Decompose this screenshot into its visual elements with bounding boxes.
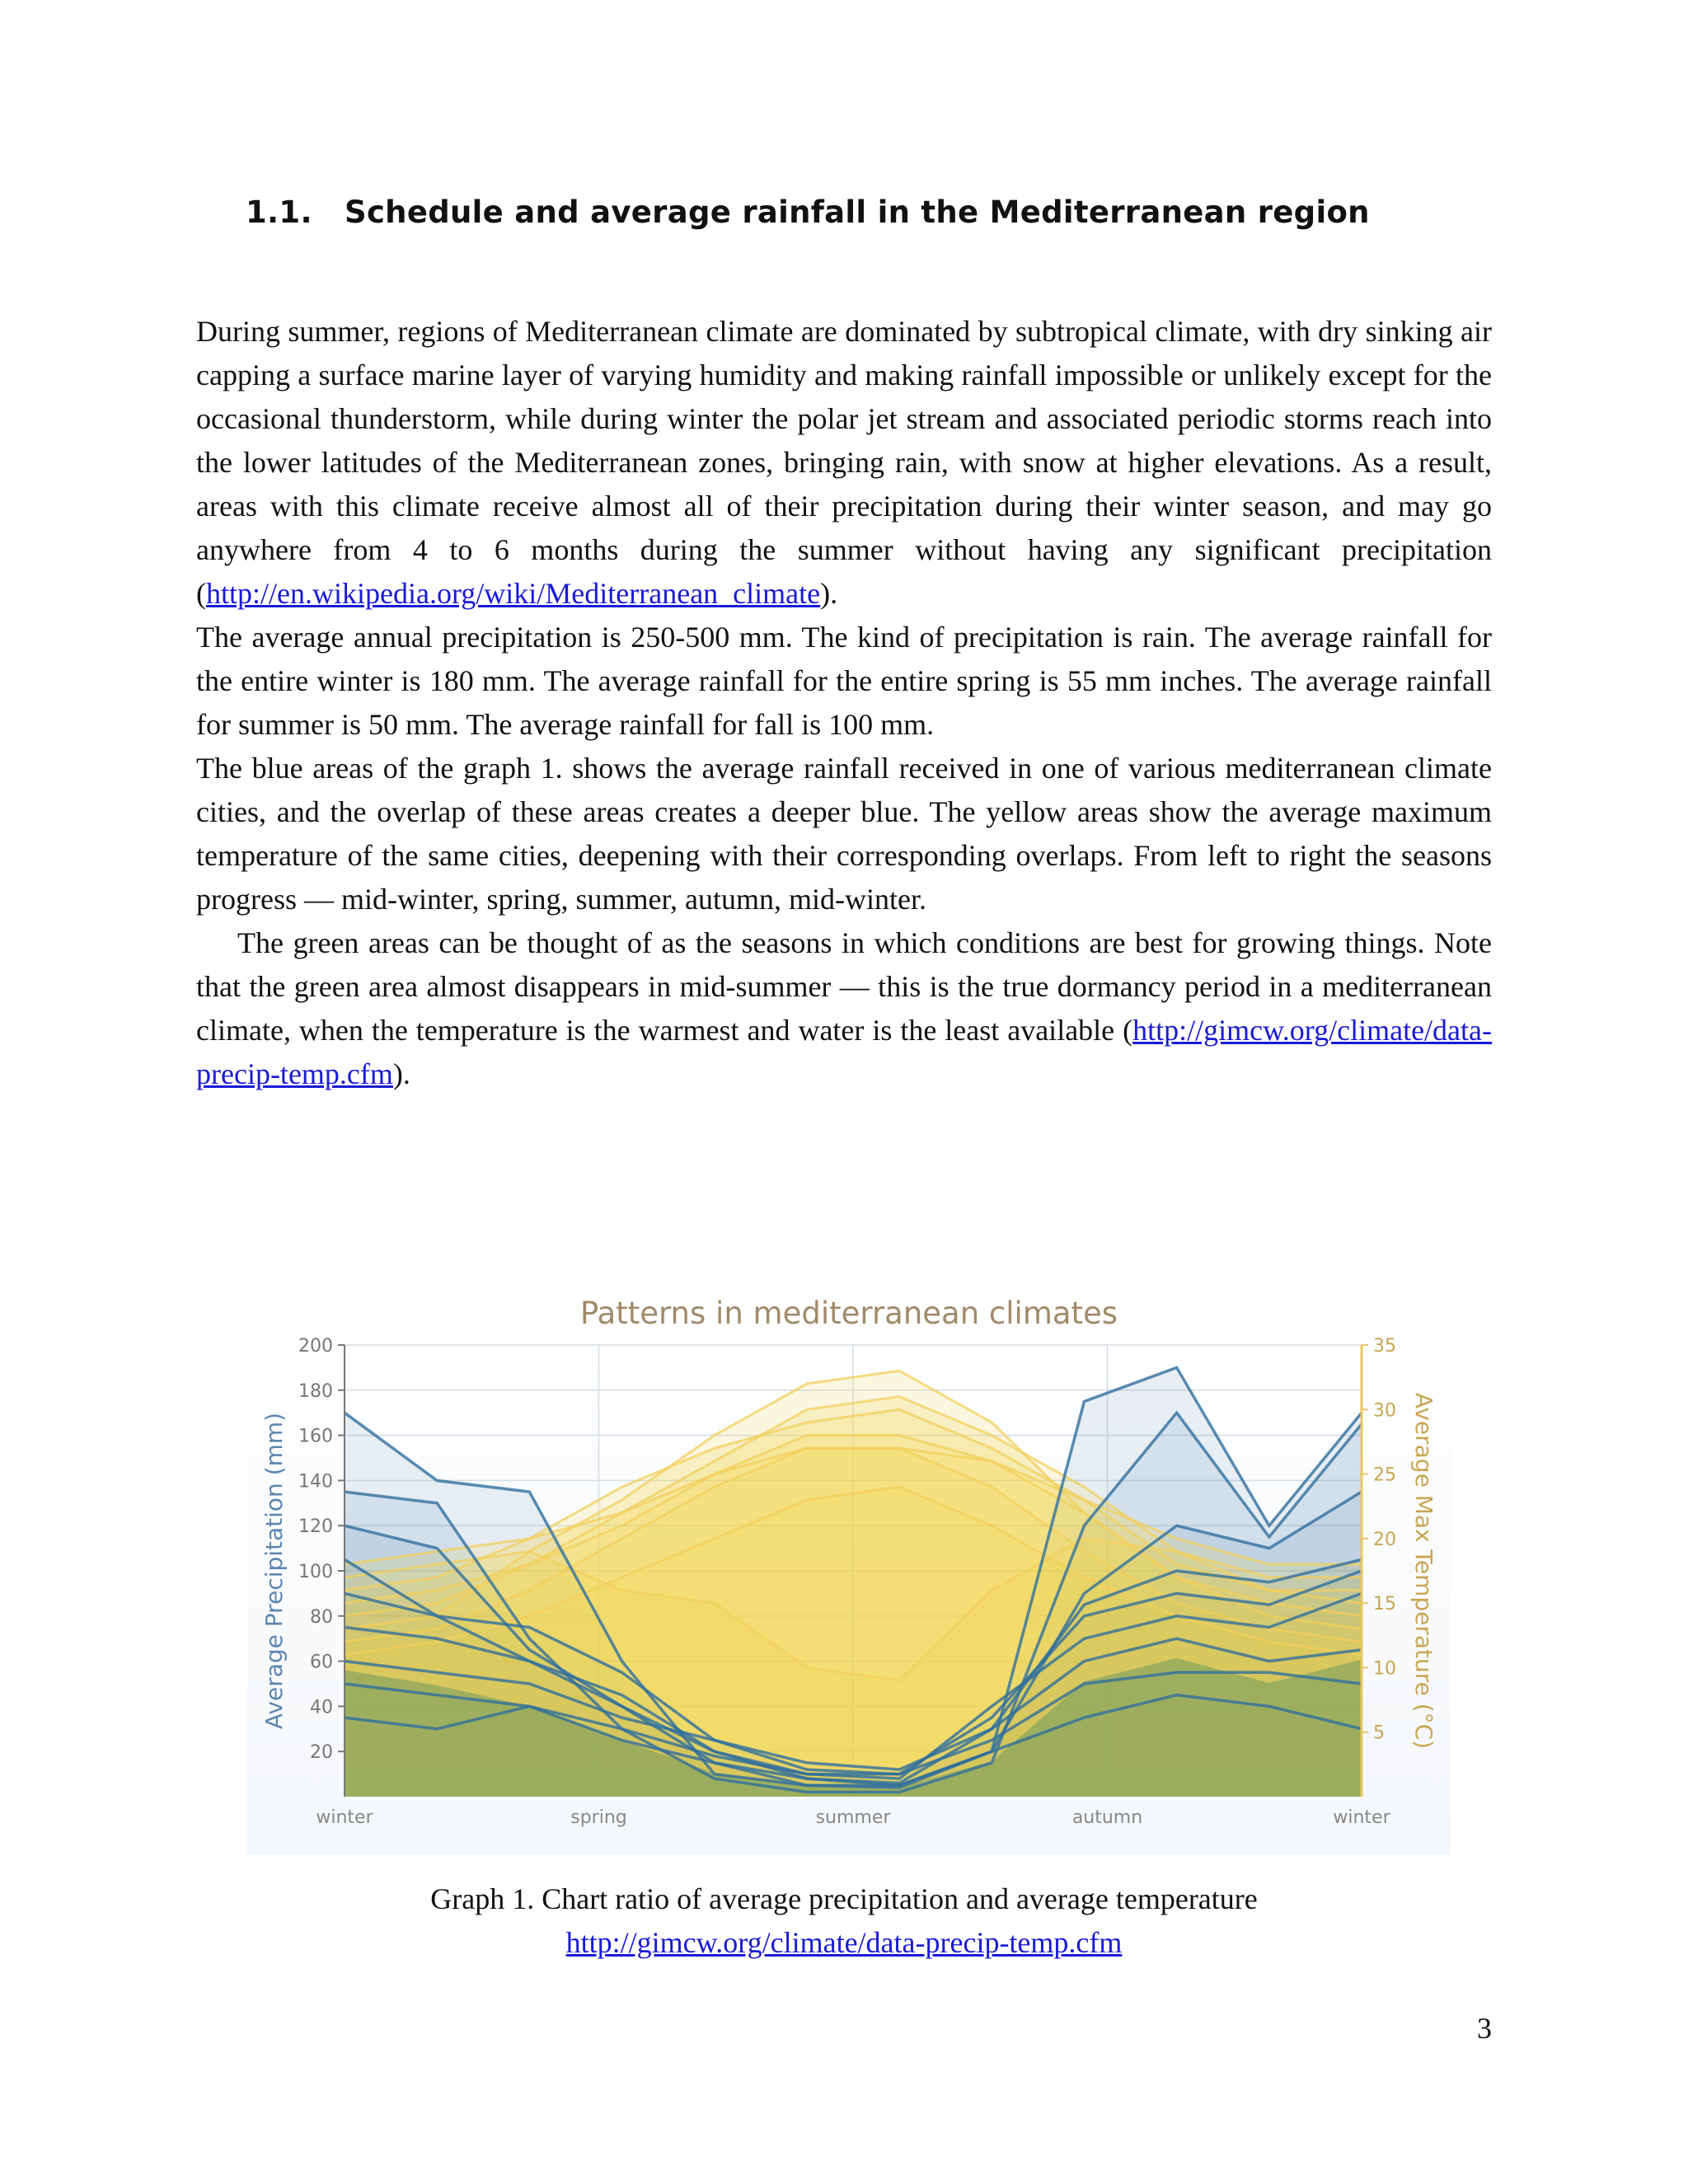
y2-axis-label: Average Max Temperature (°C) xyxy=(1410,1392,1437,1750)
x-tick-label: winter xyxy=(316,1807,373,1828)
paragraph-4-text: The green areas can be thought of as the seasons in which conditions are best for growing things. Note that the green area almost disappears in mid-summer — this is the true dormancy period in a mediterranean climate, when the temperature is the warmest and water is the least available ( xyxy=(196,926,1492,1047)
paragraph-1 xyxy=(196,310,1492,616)
y2-tick-label: 30 xyxy=(1373,1400,1396,1422)
y-tick-label: 60 xyxy=(310,1652,333,1673)
y2-tick-label: 10 xyxy=(1373,1658,1396,1680)
y-tick-label: 40 xyxy=(310,1697,333,1718)
section-heading xyxy=(246,194,1482,230)
x-tick-label: autumn xyxy=(1071,1807,1143,1828)
body-text xyxy=(196,310,1492,1096)
caption-text: Graph 1. Chart ratio of average precipitation and average temperature xyxy=(430,1882,1258,1915)
x-tick-label: spring xyxy=(570,1807,627,1828)
y-tick-label: 80 xyxy=(310,1606,333,1628)
y-tick-label: 120 xyxy=(298,1516,333,1538)
y-tick-label: 100 xyxy=(298,1562,333,1582)
x-tick-label: winter xyxy=(1333,1807,1390,1828)
y-axis-label: Average Precipitation (mm) xyxy=(260,1412,288,1730)
page-number: 3 xyxy=(1477,2012,1492,2045)
paragraph-2: The average annual precipitation is 250-500 mm. The kind of precipitation is rain. The average rainfall for the entire winter is 180 mm. The average rainfall for the entire spring is 55 mm inches. The average rainfall for summer is 50 mm. The average rainfall for fall is 100 mm. xyxy=(196,621,1492,741)
wikipedia-link[interactable]: http://en.wikipedia.org/wiki/Mediterranean_climate xyxy=(206,577,821,610)
paragraph-1-text: During summer, regions of Mediterranean climate are dominated by subtropical climate, with dry sinking air capping a surface marine layer of varying humidity and making rainfall impossible or unlikely except for the occasional thunderstorm, while during winter the polar jet stream and associated periodic storms reach into the lower latitudes of the Mediterranean zones, bringing rain, with snow at higher elevations. As a result, areas with this climate receive almost all of their precipitation during their winter season, and may go anywhere from 4 to 6 months during the summer without having any significant precipitation ( xyxy=(196,315,1492,610)
paragraph-1-end: ). xyxy=(820,577,838,610)
y-tick-label: 140 xyxy=(298,1471,333,1493)
x-tick-label: summer xyxy=(815,1807,891,1828)
y-tick-label: 160 xyxy=(298,1426,333,1447)
gimcw-link[interactable]: http://gimcw.org/climate/data-precip-temp.cfm xyxy=(196,1014,1492,1090)
y-tick-label: 180 xyxy=(298,1380,333,1402)
section-title: Schedule and average rainfall in the Mediterranean region xyxy=(345,194,1370,230)
chart-title: Patterns in mediterranean climates xyxy=(579,1296,1118,1331)
y2-tick-label: 35 xyxy=(1373,1336,1396,1357)
y2-tick-label: 20 xyxy=(1373,1529,1396,1550)
y2-tick-label: 15 xyxy=(1373,1594,1396,1615)
y2-tick-label: 5 xyxy=(1373,1722,1385,1744)
caption-link[interactable]: http://gimcw.org/climate/data-precip-temp.cfm xyxy=(565,1926,1123,1959)
paragraph-3: The blue areas of the graph 1. shows the average rainfall received in one of various mediterranean climate cities, and the overlap of these areas creates a deeper blue. The yellow areas show the average maximum temperature of the same cities, deepening with their corresponding overlaps. From left to right the seasons progress — mid-winter, spring, summer, autumn, mid-winter. xyxy=(196,752,1492,916)
section-number: 1.1. xyxy=(246,194,312,230)
paragraph-4-end: ). xyxy=(392,1057,410,1090)
y2-tick-label: 25 xyxy=(1373,1465,1396,1486)
paragraph-4 xyxy=(196,921,1492,1096)
y-tick-label: 20 xyxy=(310,1742,333,1764)
figure-caption xyxy=(196,1877,1492,1965)
y-tick-label: 200 xyxy=(298,1336,333,1357)
climate-chart xyxy=(247,1286,1451,1854)
